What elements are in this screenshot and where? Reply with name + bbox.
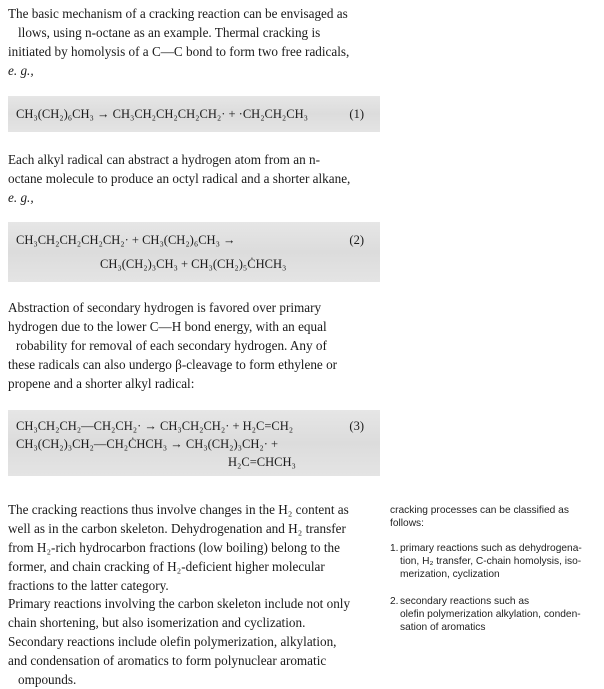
list-number: 1. [390, 543, 399, 554]
text-line: The basic mechanism of a cracking reaction can be envisaged as [8, 6, 348, 21]
equation-line: CH₃CH₂CH₂—CH₂CH₂· → CH₃CH₂CH₂· + H₂C=CH₂ [16, 419, 294, 433]
text-line: Secondary reactions include olefin polymerization, alkylation, [8, 634, 337, 649]
list-number: 2. [390, 596, 399, 607]
equation-line: CH₃CH₂CH₂CH₂CH₂· + CH₃(CH₂)₆CH₃ → [16, 233, 236, 247]
paragraph-h2-content [8, 500, 368, 595]
text-line: Each alkyl radical can abstract a hydrogen atom from an n- [8, 152, 320, 167]
equation-number: (2) [349, 233, 364, 247]
sidebar-list-item [390, 542, 602, 581]
paragraph-abstraction [8, 298, 368, 393]
text-line: chain shortening, but also isomerization and cyclization. [8, 615, 306, 630]
paragraph-alkyl-radical [8, 150, 368, 207]
text-line: and condensation of aromatics to form polynuclear aromatic [8, 653, 327, 668]
text-line: Abstraction of secondary hydrogen is favored over primary [8, 300, 322, 315]
text-line: from H₂-rich hydrocarbon fractions (low boiling) belong to the [8, 540, 340, 555]
text-line: fractions to the latter category. [8, 578, 169, 593]
list-line: tion, H₂ transfer, C-chain homolysis, iso- [400, 556, 582, 567]
equation-line: CH₃(CH₂)₆CH₃ → CH₃CH₂CH₂CH₂CH₂· + ·CH₂CH₂CH₃ [16, 107, 309, 121]
text-line: e. g., [8, 63, 34, 78]
equation-number: (1) [349, 107, 364, 121]
paragraph-mechanism [8, 4, 368, 80]
text-line: initiated by homolysis of a C—C bond to form two free radicals, [8, 44, 350, 59]
sidebar-intro-line: cracking processes can be classified as [390, 505, 569, 516]
list-line: primary reactions such as dehydrogena- [400, 543, 582, 554]
text-line: octane molecule to produce an octyl radical and a shorter alkane, [8, 171, 351, 186]
text-line: e. g., [8, 190, 34, 205]
equation-line: CH₃(CH₂)₃CH₃ + CH₃(CH₂)₅ĊHCH₃ [100, 257, 287, 271]
sidebar-intro-line: follows: [390, 518, 424, 529]
text-line: The cracking reactions thus involve changes in the H₂ content as [8, 502, 349, 517]
text-line: these radicals can also undergo β-cleavage to form ethylene or [8, 357, 338, 372]
text-line: well as in the carbon skeleton. Dehydrogenation and H₂ transfer [8, 521, 346, 536]
text-line: ompounds. [18, 672, 77, 687]
equation-1 [8, 96, 380, 132]
list-line: secondary reactions such as [400, 596, 530, 607]
paragraph-primary-reactions [8, 594, 368, 689]
equation-2 [8, 222, 380, 282]
text-line: former, and chain cracking of H₂-deficient higher molecular [8, 559, 325, 574]
equation-3 [8, 410, 380, 476]
equation-number: (3) [349, 419, 364, 433]
list-line: olefin polymerization alkylation, conden- [400, 609, 581, 620]
list-line: merization, cyclization [400, 569, 500, 580]
text-line: Primary reactions involving the carbon skeleton include not only [8, 596, 351, 611]
equation-line: H₂C=CHCH₃ [228, 455, 296, 469]
sidebar-note [390, 504, 602, 634]
text-line: hydrogen due to the lower C—H bond energy, with an equal [8, 319, 327, 334]
list-line: sation of aromatics [400, 622, 486, 633]
text-line: robability for removal of each secondary hydrogen. Any of [16, 338, 327, 353]
text-line: llows, using n-octane as an example. Thermal cracking is [18, 25, 321, 40]
sidebar-list-item [390, 595, 602, 634]
text-line: propene and a shorter alkyl radical: [8, 376, 195, 391]
equation-line: CH₃(CH₂)₃CH₂—CH₂ĊHCH₃ → CH₃(CH₂)₃CH₂· + [16, 437, 279, 451]
